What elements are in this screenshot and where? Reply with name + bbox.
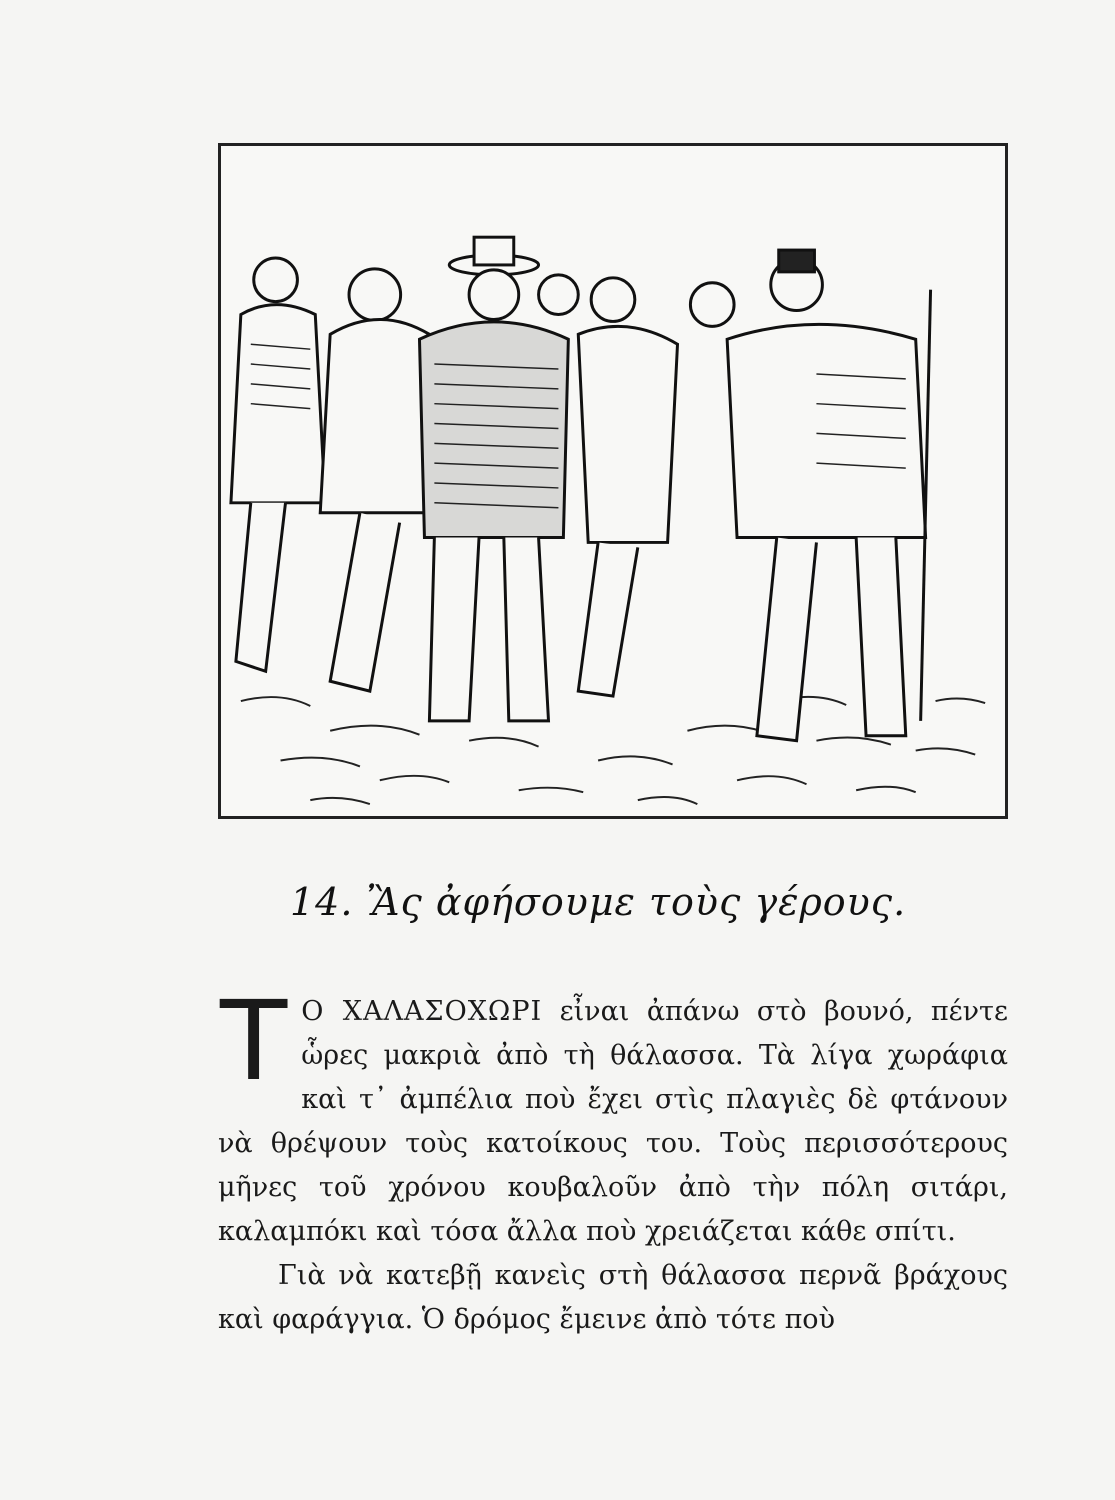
paragraph-1-text: εἶναι ἀπάνω στὸ βουνό, πέντε ὧρες μακριὰ ἀπὸ τὴ θάλασσα. Τὰ λίγα χωράφια καὶ τ᾿ ἀμπέλια ποὺ ἔχει στὶς πλαγιὲς δὲ φτάνουν νὰ θρέψουν τοὺς κατοίκους του. Τοὺς περισσότερους μῆνες τοῦ χρόνου κουβαλοῦν ἀπὸ τὴν πόλη σιτάρι, καλαμπόκι καὶ τόσα ἄλλα ποὺ χρειάζεται κάθε σπίτι.: [218, 996, 1008, 1247]
figure-group: [231, 237, 931, 740]
paragraph-lead: Ο ΧΑΛΑΣΟΧΩΡΙ: [301, 996, 543, 1027]
paragraph-1: [218, 977, 1008, 1254]
illustration-villagers: [218, 143, 1008, 819]
drop-cap: Τ: [220, 977, 288, 1105]
body-text: [218, 977, 1008, 1342]
paragraph-2: Γιὰ νὰ κατεβῇ κανεὶς στὴ θάλασσα περνᾶ βράχους καὶ φαράγγια. Ὁ δρόμος ἔμεινε ἀπὸ τότε ποὺ: [218, 1260, 1008, 1335]
chapter-title: 14. Ἂς ἀφήσουμε τοὺς γέρους.: [290, 880, 907, 924]
villagers-drawing: [221, 146, 1005, 816]
